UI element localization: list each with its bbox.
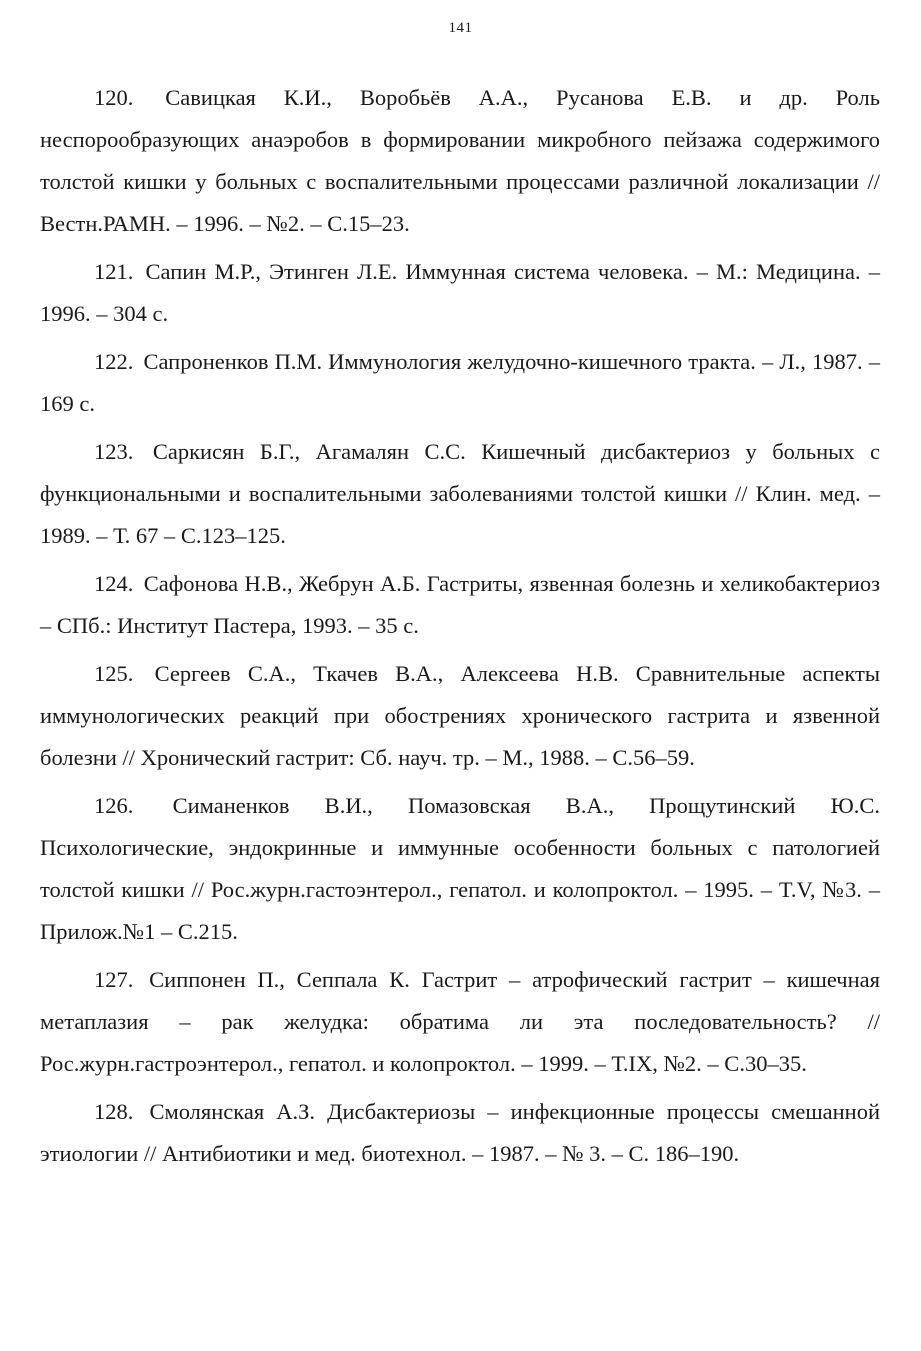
reference-number: 122.	[94, 349, 134, 374]
reference-text: Саркисян Б.Г., Агамалян С.С. Кишечный дисбактериоз у больных с функциональными и воспалительными заболеваниями толстой кишки // Клин. мед. – 1989. – Т. 67 – С.123–125.	[40, 439, 880, 548]
page-number: 141	[448, 20, 473, 36]
reference-item	[40, 1091, 880, 1175]
reference-item	[40, 341, 880, 425]
reference-text: Сергеев С.А., Ткачев В.А., Алексеева Н.В. Сравнительные аспекты иммунологических реакций при обострениях хронического гастрита и язвенной болезни // Хронический гастрит: Сб. науч. тр. – М., 1988. – С.56–59.	[40, 661, 881, 770]
reference-text: Смолянская А.З. Дисбактериозы – инфекционные процессы смешанной этиологии // Антибиотики и мед. биотехнол. – 1987. – № 3. – С. 186–190.	[40, 1099, 880, 1166]
reference-text: Савицкая К.И., Воробьёв А.А., Русанова Е.В. и др. Роль неспорообразующих анаэробов в формировании микробного пейзажа содержимого толстой кишки у больных с воспалительными процессами различной локализации // Вестн.РАМН. – 1996. – №2. – С.15–23.	[40, 85, 881, 236]
reference-item	[40, 251, 880, 335]
reference-item	[40, 785, 880, 953]
reference-text: Сапин М.Р., Этинген Л.Е. Иммунная система человека. – М.: Медицина. – 1996. – 304 с.	[40, 259, 880, 326]
reference-item	[40, 959, 880, 1085]
reference-text: Сиппонен П., Сеппала К. Гастрит – атрофический гастрит – кишечная метаплазия – рак желудка: обратима ли эта последовательность? //Рос.журн.гастроэнтерол., гепатол. и колопроктол. – 1999. – Т.IX, №2. – С.30–35.	[40, 967, 880, 1076]
reference-number: 123.	[94, 439, 134, 464]
reference-text: Сафонова Н.В., Жебрун А.Б. Гастриты, язвенная болезнь и хеликобактериоз – СПб.: Институт Пастера, 1993. – 35 с.	[40, 571, 881, 638]
reference-number: 121.	[94, 259, 134, 284]
reference-number: 120.	[94, 85, 134, 110]
reference-list	[40, 77, 880, 1181]
reference-number: 125.	[94, 661, 134, 686]
reference-item	[40, 653, 880, 779]
reference-text: Симаненков В.И., Помазовская В.А., Прощутинский Ю.С. Психологические, эндокринные и иммунные особенности больных с патологией толстой кишки // Рос.журн.гастоэнтерол., гепатол. и колопроктол. – 1995. – T.V, №3. – Прилож.№1 – С.215.	[40, 793, 881, 944]
reference-item	[40, 77, 880, 245]
reference-text: Сапроненков П.М. Иммунология желудочно-кишечного тракта. – Л., 1987. – 169 с.	[40, 349, 880, 416]
reference-item	[40, 563, 880, 647]
reference-number: 124.	[94, 571, 134, 596]
reference-number: 128.	[94, 1099, 134, 1124]
reference-item	[40, 431, 880, 557]
reference-number: 127.	[94, 967, 134, 992]
reference-number: 126.	[94, 793, 134, 818]
